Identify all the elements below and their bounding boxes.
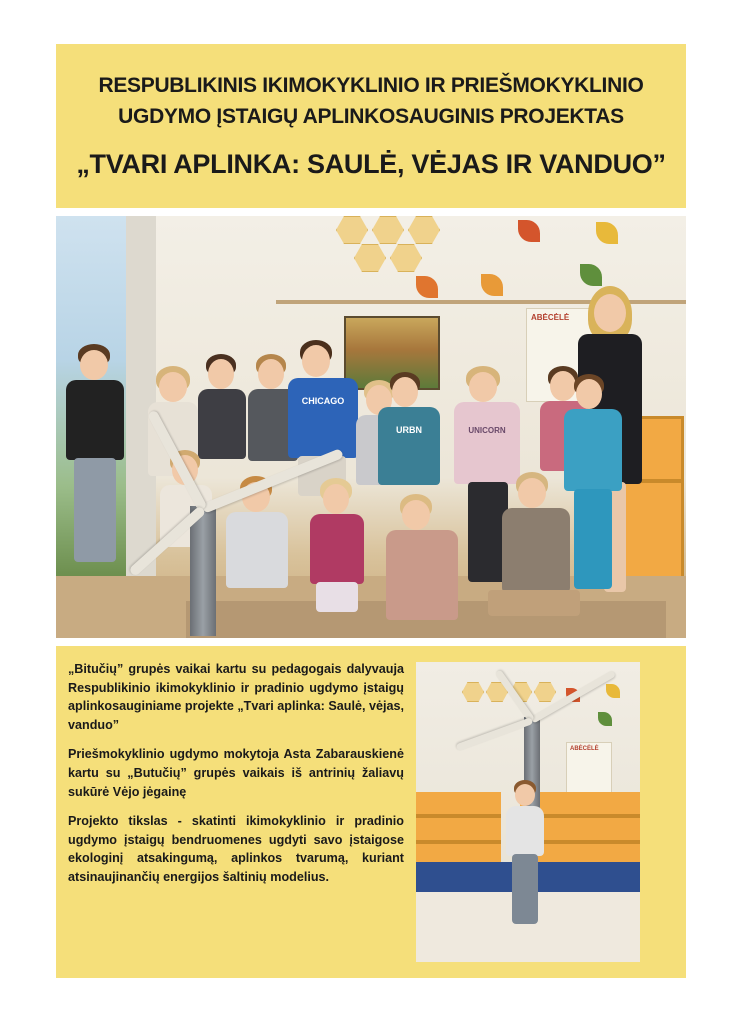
title-line-2: UGDYMO ĮSTAIGŲ APLINKOSAUGINIS PROJEKTAS [118, 105, 624, 128]
leaf-decoration [598, 712, 612, 726]
hexagon-card [372, 216, 404, 244]
alphabet-poster [566, 742, 612, 794]
shirt-print: CHICAGO [301, 396, 345, 406]
boy-with-turbine-photo [416, 662, 640, 962]
group-photo [56, 216, 686, 638]
leaf-decoration [416, 276, 438, 298]
shirt-print: URBN [396, 425, 422, 435]
poster-title: ABĖCĖLĖ [531, 313, 570, 322]
paragraph-teacher: Priešmokyklinio ugdymo mokytoja Asta Zabarauskienė kartu su „Butučių” grupės vaikais iš antrinių žaliavų sukūrė Vėjo jėgainę [68, 747, 404, 799]
shirt-print: UNICORN [468, 426, 506, 435]
leaf-decoration [580, 264, 602, 286]
description-column [68, 660, 404, 898]
hexagon-card [354, 244, 386, 272]
paragraph-goal: Projekto tikslas - skatinti ikimokyklinio ir pradinio ugdymo įstaigų bendruomenes ugdyti savo įstaigose ekologinį atsakingumą, aplinkos tvarumą, kuriant atsinaujinančių energijos šaltinių modelius. [68, 814, 404, 884]
leaf-decoration [518, 220, 540, 242]
paragraph-participation: „Bitučių” grupės vaikai kartu su pedagogais dalyvauja Respublikinio ikimokyklinio ir pradinio ugdymo įstaigų aplinkosauginiame projekte „Tvari aplinka: Saulė, vėjas, vanduo” [68, 662, 404, 732]
leaf-decoration [481, 274, 503, 296]
hexagon-card [390, 244, 422, 272]
hexagon-card [534, 682, 556, 702]
leaf-decoration [606, 684, 620, 698]
title-banner [56, 44, 686, 208]
leaf-decoration [596, 222, 618, 244]
title-line-1: RESPUBLIKINIS IKIMOKYKLINIO IR PRIEŠMOKYKLINIO [98, 74, 644, 97]
poster-title: ABĖCĖLĖ [570, 746, 599, 752]
turbine-blade [456, 717, 534, 751]
hexagon-card [408, 216, 440, 244]
info-panel [56, 646, 686, 978]
hexagon-card [462, 682, 484, 702]
wind-turbine-pole [190, 506, 216, 636]
project-title: „TVARI APLINKA: SAULĖ, VĖJAS IR VANDUO” [76, 149, 666, 179]
hexagon-card [336, 216, 368, 244]
